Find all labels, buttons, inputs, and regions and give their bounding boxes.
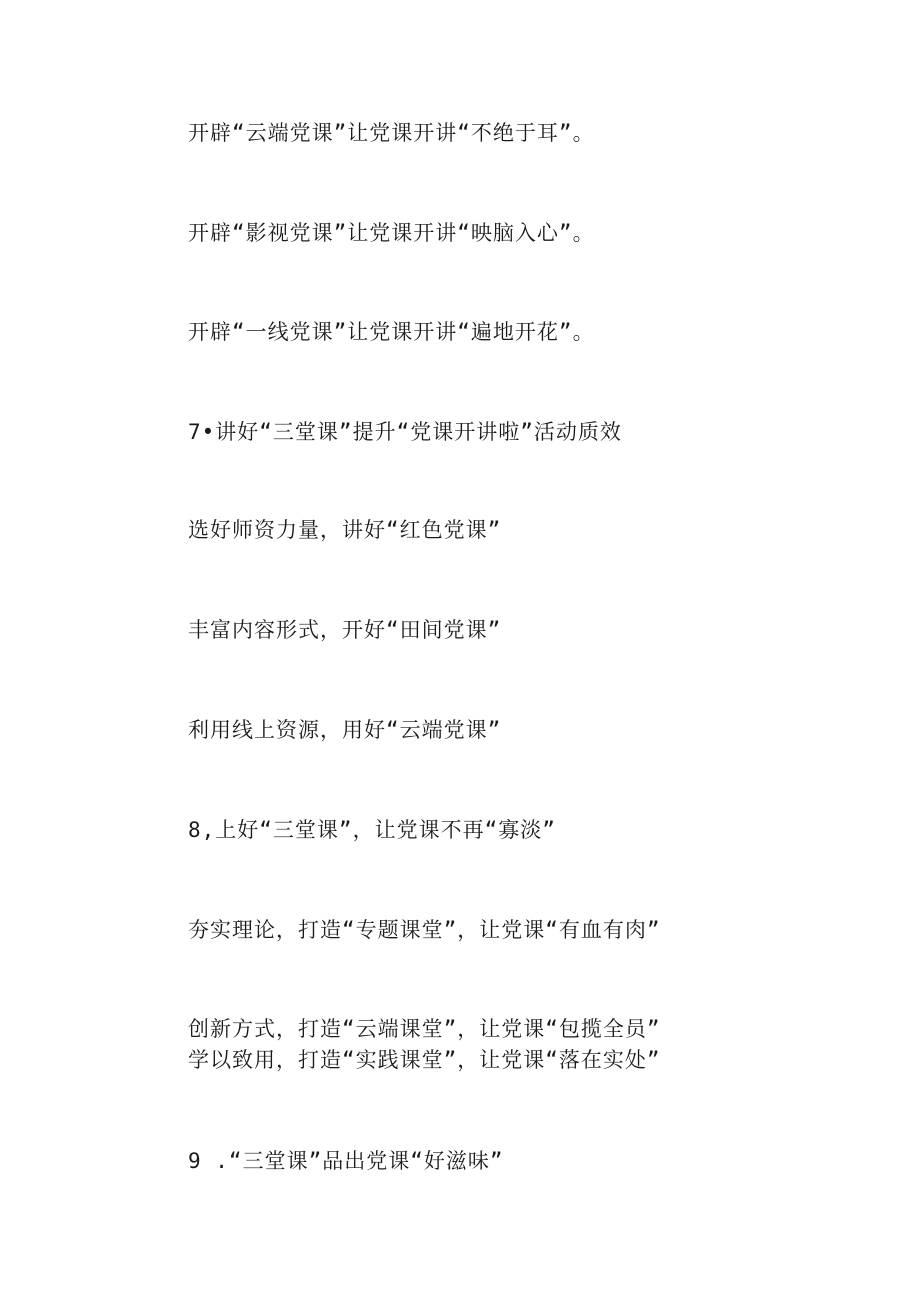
text-line-cloud-classroom: 创新方式，打造“云端课堂”，让党课“包揽全员”: [188, 1017, 661, 1041]
text-line-frontline-party-class: 开辟“一线党课”让党课开讲“遍地开花”。: [188, 320, 595, 344]
text-line-field-party-class: 丰富内容形式，开好“田间党课”: [188, 618, 502, 642]
text-line-red-party-class: 选好师资力量，讲好“红色党课”: [188, 518, 502, 542]
text-line-film-party-class: 开辟“影视党课”让党课开讲“映脑入心”。: [188, 221, 595, 245]
section-heading-9: 9 .“三堂课”品出党课“好滋味”: [188, 1149, 504, 1173]
text-line-online-party-class: 利用线上资源，用好“云端党课”: [188, 718, 502, 742]
text-line-topic-classroom: 夯实理论，打造“专题课堂”，让党课“有血有肉”: [188, 918, 661, 942]
text-line-cloud-party-class: 开辟“云端党课”让党课开讲“不绝于耳”。: [188, 121, 595, 145]
section-heading-7: 7•讲好“三堂课”提升“党课开讲啦”活动质效: [188, 420, 622, 444]
section-heading-8: 8,上好“三堂课”，让党课不再“寡淡”: [188, 818, 556, 842]
text-line-practice-classroom: 学以致用，打造“实践课堂”，让党课“落在实处”: [188, 1048, 661, 1072]
